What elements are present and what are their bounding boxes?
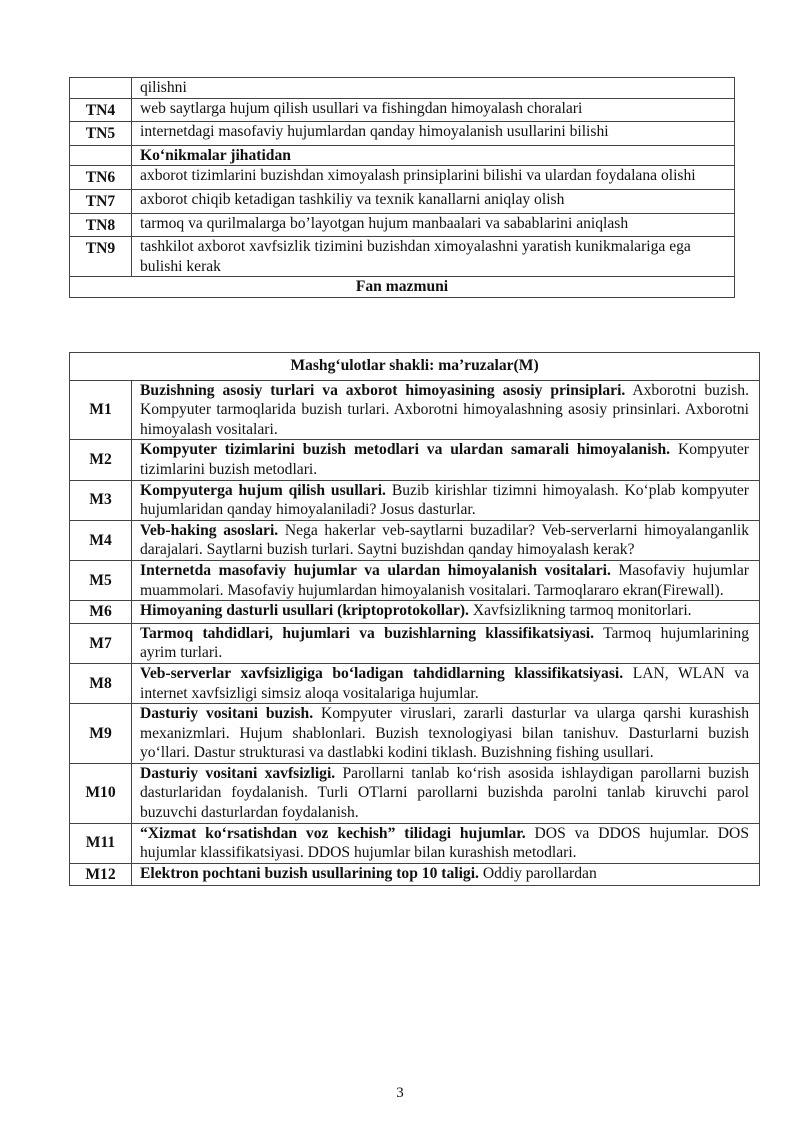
- competency-text: tarmoq va qurilmalarga bo’layotgan hujum manbaalari va sabablarini aniqlash: [132, 213, 735, 237]
- lecture-title: Internetda masofaviy hujumlar va ulardan himoyalanish vositalari.: [140, 561, 611, 579]
- competency-code: TN7: [70, 189, 132, 213]
- lecture-code: M1: [70, 380, 132, 440]
- lecture-code: M11: [70, 823, 132, 863]
- lecture-code: M12: [70, 863, 132, 886]
- lectures-header: Mashg‘ulotlar shakli: ma’ruzalar(M): [70, 353, 760, 381]
- competency-code: TN4: [70, 98, 132, 122]
- lecture-content: [132, 663, 760, 703]
- lecture-row: [70, 480, 760, 520]
- lecture-row: [70, 601, 760, 624]
- lecture-title: Elektron pochtani buzish usullarining top 10 taligi.: [140, 864, 479, 882]
- lecture-content: [132, 623, 760, 663]
- competency-code: TN6: [70, 166, 132, 190]
- lecture-row: [70, 560, 760, 600]
- lecture-row: [70, 704, 760, 764]
- competency-code: [70, 78, 132, 99]
- competency-text: web saytlarga hujum qilish usullari va fishingdan himoyalash choralari: [132, 98, 735, 122]
- lectures-header-row: [70, 353, 760, 381]
- competencies-table: [69, 77, 735, 298]
- lecture-body: Parollarni tanlab ko‘rish asosida ishlaydigan parollarni buzish dasturlaridan foydalanish. Turli OTlarni parollarni buzishda parolni tanlab kiruvchi parol buzuvchi dasturlardan foydalanish.: [140, 764, 749, 822]
- lecture-row: [70, 623, 760, 663]
- lecture-code: M8: [70, 663, 132, 703]
- lecture-body: Xavfsizlikning tarmoq monitorlari.: [472, 602, 692, 620]
- lecture-title: Himoyaning dasturli usullari (kriptoprotokollar).: [140, 602, 469, 620]
- lecture-title: Veb-serverlar xavfsizligiga bo‘ladigan tahdidlarning klassifikatsiyasi.: [140, 664, 624, 682]
- lecture-code: M7: [70, 623, 132, 663]
- lecture-content: [132, 601, 760, 624]
- lecture-row: [70, 380, 760, 440]
- competency-row: [70, 98, 735, 122]
- competency-code: TN8: [70, 213, 132, 237]
- lecture-content: [132, 480, 760, 520]
- competency-row: [70, 213, 735, 237]
- lecture-row: [70, 520, 760, 560]
- lecture-content: [132, 763, 760, 823]
- lecture-body: Buzib kirishlar tizimni himoyalash. Ko‘plab kompyuter hujumlaridan qanday himoyalaniladi? Josus dasturlar.: [140, 481, 749, 519]
- competency-row: [70, 189, 735, 213]
- competency-text: axborot tizimlarini buzishdan ximoyalash prinsiplarini bilishi va ulardan foydalana olishi: [132, 166, 735, 190]
- lecture-code: M9: [70, 704, 132, 764]
- competency-row: [70, 122, 735, 146]
- lecture-body: Kompyuter viruslari, zararli dasturlar va ularga qarshi kurashish mexanizmlari. Hujum shablonlari. Buzish texnologiyasi bilan tanishuv. Dasturlarni buzish yo‘llari. Dastur strukturasi va dastlabki kodini tiklash. Buzishning fishing usullari.: [140, 705, 749, 762]
- lecture-title: Kompyuterga hujum qilish usullari.: [140, 481, 386, 499]
- lecture-body: LAN, WLAN va internet xavfsizligi simsiz aloqa vositalariga hujumlar.: [140, 664, 749, 702]
- competency-text: qilishni: [132, 78, 735, 99]
- lecture-content: [132, 704, 760, 764]
- lecture-content: [132, 520, 760, 560]
- lecture-body: Tarmoq hujumlarining ayrim turlari.: [140, 624, 749, 662]
- lecture-body: Axborotni buzish. Kompyuter tarmoqlarida buzish turlari. Axborotni himoyalashning asosiy prinsinlari. Axborotni himoyalash vositalari.: [140, 381, 749, 438]
- lecture-row: [70, 440, 760, 480]
- lecture-code: M6: [70, 601, 132, 624]
- lecture-title: Dasturiy vositani buzish.: [140, 705, 314, 723]
- competency-row: [70, 145, 735, 166]
- competency-row: [70, 166, 735, 190]
- section-title: Fan mazmuni: [70, 277, 735, 298]
- lecture-content: [132, 863, 760, 886]
- lecture-title: Veb-haking asoslari.: [140, 521, 279, 539]
- lecture-row: [70, 663, 760, 703]
- lecture-content: [132, 560, 760, 600]
- competency-code: TN5: [70, 122, 132, 146]
- lecture-body: Nega hakerlar veb-saytlarni buzadilar? Veb-serverlarni himoyalanganlik darajalari. Saytlarni buzish turlari. Saytni buzishdan qanday himoyalash kerak?: [140, 521, 749, 559]
- lecture-title: Buzishning asosiy turlari va axborot himoyasining asosiy prinsiplari.: [140, 381, 626, 399]
- lecture-body: DOS va DDOS hujumlar. DOS hujumlar klassifikatsiyasi. DDOS hujumlar bilan kurashish metodlari.: [140, 824, 749, 862]
- lecture-code: M10: [70, 763, 132, 823]
- lecture-code: M2: [70, 440, 132, 480]
- competency-row: [70, 78, 735, 99]
- competency-subheading: Ko‘nikmalar jihatidan: [132, 145, 735, 166]
- lecture-code: M3: [70, 480, 132, 520]
- lecture-body: Masofaviy hujumlar muammolari. Masofaviy hujumlardan himoyalanish vositalari. Tarmoqlararo ekran(Firewall).: [140, 561, 749, 599]
- lecture-content: [132, 823, 760, 863]
- competency-row: [70, 237, 735, 277]
- competency-code: TN9: [70, 237, 132, 277]
- lecture-row: [70, 863, 760, 886]
- lecture-row: [70, 823, 760, 863]
- lecture-code: M4: [70, 520, 132, 560]
- lectures-table: [69, 352, 760, 886]
- competency-text: axborot chiqib ketadigan tashkiliy va texnik kanallarni aniqlay olish: [132, 189, 735, 213]
- page-number: 3: [396, 1085, 404, 1101]
- competency-text: tashkilot axborot xavfsizlik tizimini buzishdan ximoyalashni yaratish kunikmalariga ega bulishi kerak: [132, 237, 735, 277]
- competency-code: [70, 145, 132, 166]
- section-title-row: [70, 277, 735, 298]
- lecture-title: Tarmoq tahdidlari, hujumlari va buzishlarning klassifikatsiyasi.: [140, 624, 595, 642]
- lecture-title: “Xizmat ko‘rsatishdan voz kechish” tilidagi hujumlar.: [140, 824, 526, 842]
- competency-text: internetdagi masofaviy hujumlardan qanday himoyalanish usullarini bilishi: [132, 122, 735, 146]
- lecture-content: [132, 440, 760, 480]
- lecture-title: Kompyuter tizimlarini buzish metodlari va ulardan samarali himoyalanish.: [140, 441, 671, 459]
- lecture-row: [70, 763, 760, 823]
- lecture-body: Oddiy parollardan: [482, 864, 597, 882]
- lecture-code: M5: [70, 560, 132, 600]
- lecture-title: Dasturiy vositani xavfsizligi.: [140, 764, 336, 782]
- lecture-content: [132, 380, 760, 440]
- lecture-body: Kompyuter tizimlarini buzish metodlari.: [140, 441, 749, 478]
